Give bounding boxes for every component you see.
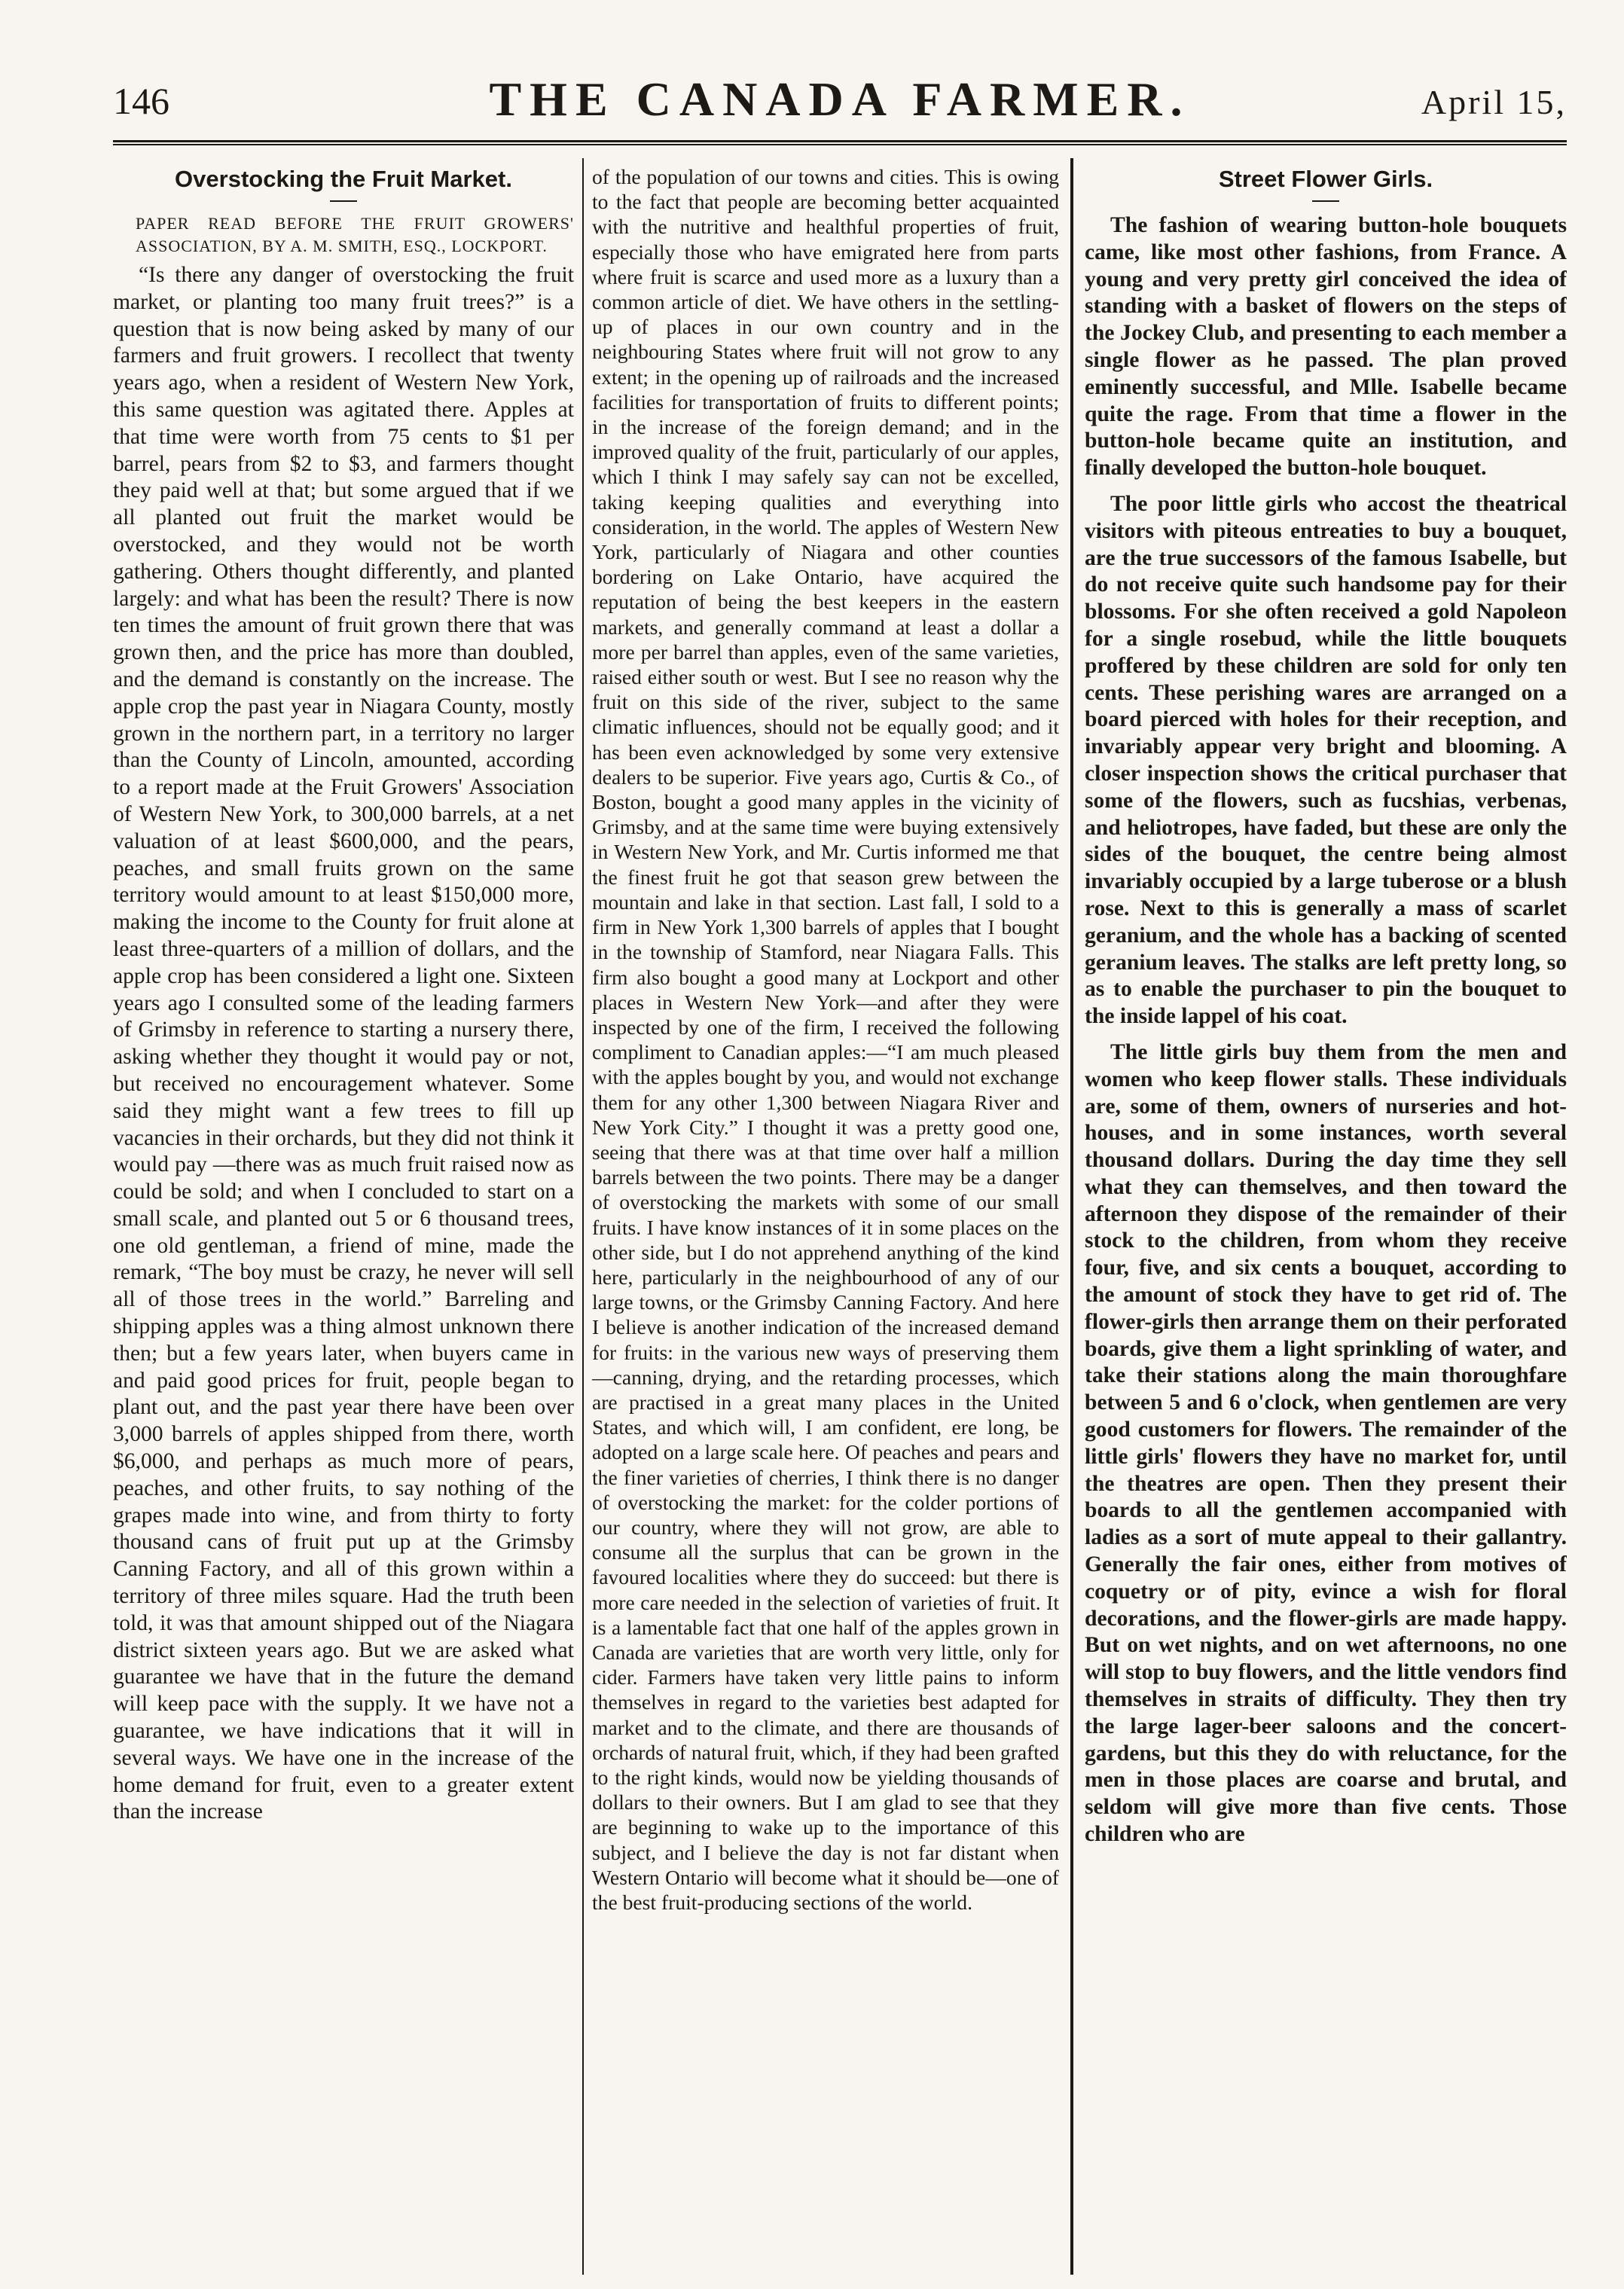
column-middle (592, 164, 1059, 2266)
headline-rule (1312, 200, 1339, 202)
article-paragraph: The fashion of wearing button-hole bouquets came, like most other fashions, from France. A young and very pretty girl conceived the idea of standing with a basket of flowers on the steps of the Jockey Club, and presenting to each member a single flower as he passed. The plan proved eminently successful, and Mlle. Isabelle became quite the rage. From that time a flower in the button-hole became quite an institution, and finally developed the button-hole bouquet. (1085, 213, 1567, 481)
article-paragraph: The little girls buy them from the men and women who keep flower stalls. These individuals are, some of them, owners of nurseries and hot-houses, and in some instances, worth several thousand dollars. During the day time they sell what they can themselves, and then toward the afternoon they dispose of the remainder of their stock to the children, from whom they receive four, five, and six cents a bouquet, according to the amount of stock they have to get rid of. The flower-girls then arrange them on their perforated boards, give them a light sprinkling of water, and take their stations along the main thoroughfare between 5 and 6 o'clock, when gentlemen are very good customers for flowers. The remainder of the little girls' flowers they have no market for, until the theatres are open. Then they present their boards to all the gentlemen accompanied with ladies as a sort of mute appeal to their gallantry. Generally the fair ones, either from motives of coquetry or of pity, evince a wish for floral decorations, and the flower-girls are made happy. But on wet nights, and on wet afternoons, no one will stop to buy flowers, and the little vendors find themselves in straits of difficulty. They then try the large lager-beer saloons and the concert-gardens, but this they do with reluctance, for the men in those places are coarse and brutal, and seldom will give more than five cents. Those children who are (1085, 1039, 1567, 1847)
masthead-rule (113, 140, 1567, 145)
article-paragraph: The poor little girls who accost the theatrical visitors with piteous entreaties to buy a bouquet, are the true successors of the famous Isabelle, but do not receive quite such handsome pay for their blossoms. For she often received a gold Napoleon for a single rosebud, while the little bouquets proffered by these children are sold for only ten cents. These perishing wares are arranged on a board pierced with holes for their reception, and invariably appear very bright and blooming. A closer inspection shows the critical purchaser that some of the flowers, such as fucshias, verbenas, and heliotropes, have faded, but these are only the sides of the bouquet, the centre being almost invariably occupied by a large tuberose or a blush rose. Next to this is generally a mass of scarlet geranium, and the whole has a backing of scented geranium leaves. The stalks are left pretty long, so as to enable the purchaser to pin the bouquet to the inside lappel of his coat. (1085, 491, 1567, 1029)
article-headline-overstocking: Overstocking the Fruit Market. (175, 166, 512, 192)
column-right (1085, 164, 1567, 2266)
masthead (113, 72, 1567, 139)
column-left (113, 164, 574, 2266)
article-paragraph: “Is there any danger of overstocking the fruit market, or planting too many fruit trees?” is a question that is now being asked by many of our farmers and fruit growers. I recollect that twenty years ago, when a resident of Western New York, this same question was agitated there. Apples at that time were worth from 75 cents to $1 per barrel, pears from $2 to $3, and farmers thought they paid well at that; but some argued that if we all planted out fruit the market would be overstocked, and they would not be worth gathering. Others thought differently, and planted largely: and what has been the result? There is now ten times the amount of fruit grown there that was grown then, and the price has more than doubled, and the demand is constantly on the increase. The apple crop the past year in Niagara County, mostly grown in the northern part, in a territory no larger than the County of Lincoln, amounted, according to a report made at the Fruit Growers' Association of Western New York, to 300,000 barrels, at a net valuation of at least $600,000, and the pears, peaches, and small fruits grown on the same territory would amount to at least $150,000 more, making the income to the County for fruit alone at least three-quarters of a million of dollars, and the apple crop has been considered a light one. Sixteen years ago I consulted some of the leading farmers of Grimsby in reference to starting a nursery there, asking whether they thought it would pay or not, but received no encouragement whatever. Some said they might want a few trees to fill up vacancies in their orchards, but they did not think it would pay —there was as much fruit raised now as could be sold; and when I concluded to start on a small scale, and planted out 5 or 6 thousand trees, one old gentleman, a friend of mine, made the remark, “The boy must be crazy, he never will sell all of those trees in the world.” Barreling and shipping apples was a thing almost unknown there then; but a few years later, when buyers came in and paid good prices for fruit, people began to plant out, and the past year there have been over 3,000 barrels of apples shipped from there, worth $6,000, and perhaps as much more of pears, peaches, and other fruits, to say nothing of the grapes made into wine, and from thirty to forty thousand cans of fruit put up at the Grimsby Canning Factory, and all of this grown within a territory of three miles square. Had the truth been told, it was that amount shipped out of the Niagara district sixteen years ago. But we are asked what guarantee we have that in the future the demand will keep pace with the supply. It we have not a guarantee, we have indications that it will in several ways. We have one in the increase of the home demand for fruit, even to a greater extent than the increase (113, 263, 574, 1824)
newspaper-title: THE CANADA FARMER. (489, 72, 1191, 126)
article-headline-flower-girls: Street Flower Girls. (1218, 166, 1433, 192)
column-divider-right (1070, 158, 1073, 2275)
article-paragraph-continued: of the population of our towns and cities. This is owing to the fact that people are becoming better acquainted with the nutritive and healthful properties of fruit, especially those who have emigrated here from parts where fruit is scarce and used more as a luxury than a common article of diet. We have others in the settling-up of places in our own country and in the neighbouring States where fruit will not grow to any extent; in the opening up of railroads and the increased facilities for transportation of fruits to different points; in the increase of the foreign demand; and in the improved quality of the fruit, particularly of our apples, which I think I may safely say can not be excelled, taking keeping qualities and everything into consideration, in the world. The apples of Western New York, particularly of Niagara and other counties bordering on Lake Ontario, have acquired the reputation of being the best keepers in the eastern markets, and generally command at least a dollar a more per barrel than apples, even of the same varieties, raised either south or west. But I see no reason why the fruit on this side of the river, subject to the same climatic influences, should not be equally good; and it has been even acknowledged by some very extensive dealers to be superior. Five years ago, Curtis & Co., of Boston, bought a good many apples in the vicinity of Grimsby, and at the same time were buying extensively in Western New York, and Mr. Curtis informed me that the finest fruit he got that season grew between the mountain and lake in that section. Last fall, I sold to a firm in New York 1,300 barrels of apples that I bought in the township of Stamford, near Niagara Falls. This firm also bought a good many at Lockport and other places in Western New York—and after they were inspected by one of the firm, I received the following compliment to Canadian apples:—“I am much pleased with the apples bought by you, and would not exchange them for any other 1,300 between Niagara River and New York City.” I thought it was a pretty good one, seeing that there was at that time over half a million barrels between the two points. There may be a danger of overstocking the markets with some of our small fruits. I have know instances of it in some places on the other side, but I do not apprehend anything of the kind here, particularly in the neighbourhood of any of our large towns, or the Grimsby Canning Factory. And here I believe is another indication of the increased demand for fruits: in the various new ways of preserving them—canning, drying, and the retarding processes, which are practised in a great many places in the United States, and which will, I am confident, ere long, be adopted on a large scale here. Of peaches and pears and the finer varieties of cherries, I think there is no danger of overstocking the market: for the colder portions of our country, where they will not grow, are able to consume all the surplus that can be grown in the favoured localities where they do succeed: but there is more care needed in the selection of varieties of fruit. It is a lamentable fact that one half of the apples grown in Canada are varieties that are worth very little, only for cider. Farmers have taken very little pains to inform themselves in regard to the varieties best adapted for market and to the climate, and there are thousands of orchards of natural fruit, which, if they had been grafted to the right kinds, would now be yielding thousands of dollars to their owners. But I am glad to see that they are beginning to wake up to the importance of this subject, and I believe the day is not far distant when Western Ontario will become what it should be—one of the best fruit-producing sections of the world. (592, 165, 1059, 1915)
column-divider-left (582, 158, 584, 2275)
headline-rule (330, 200, 357, 202)
issue-date: April 15, (1421, 83, 1567, 121)
page-number: 146 (113, 80, 169, 122)
article-byline: PAPER READ BEFORE THE FRUIT GROWERS' ASSOCIATION, BY A. M. SMITH, ESQ., LOCKPORT. (136, 214, 574, 255)
